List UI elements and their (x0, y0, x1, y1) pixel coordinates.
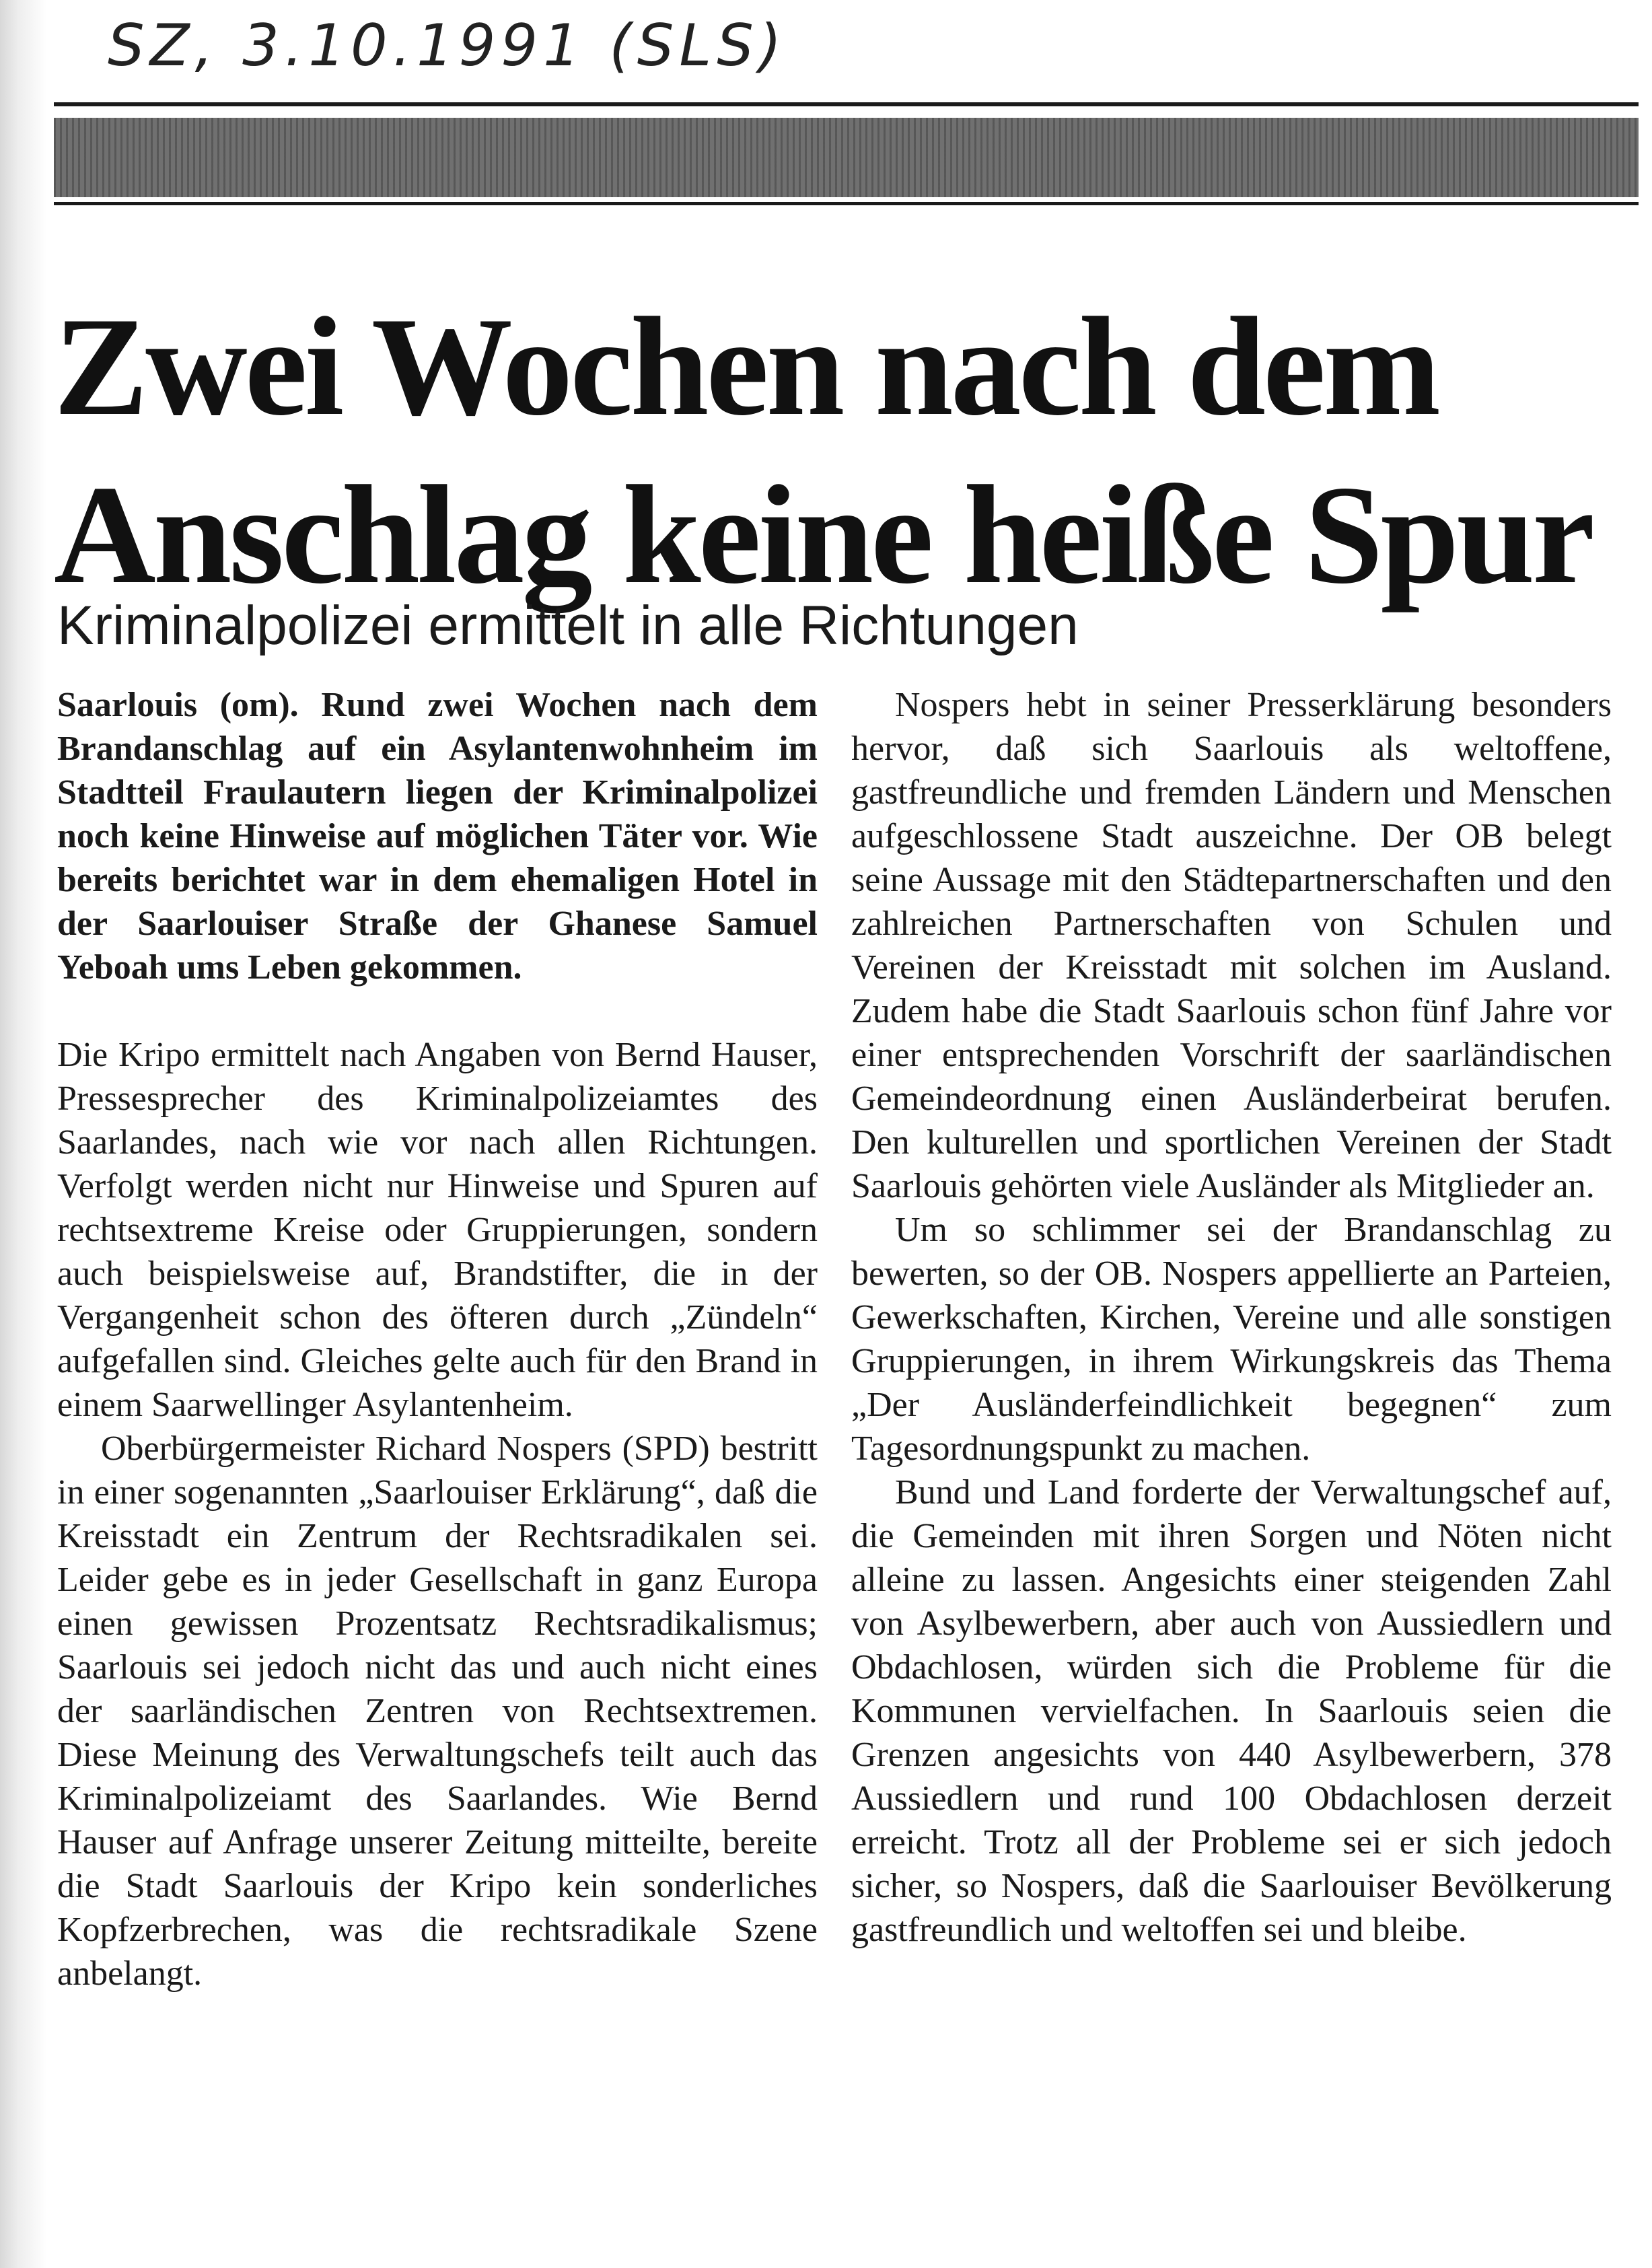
article-lead-paragraph: Saarlouis (om). Rund zwei Wochen nach dem Brandanschlag auf ein Asylantenwohnheim im Stadtteil Fraulautern liegen der Kriminalpolizei noch keine Hinweise auf möglichen Täter vor. Wie bereits berichtet war in dem ehemaligen Hotel in der Saarlouiser Straße der Ghanese Samuel Yeboah ums Leben gekommen. (57, 686, 818, 987)
article-column-left (57, 683, 818, 1995)
headline-line-2: Anschlag keine heiße Spur (54, 457, 1593, 613)
handwritten-source-note: SZ, 3.10.1991 (SLS) (108, 12, 787, 79)
header-rule-bottom (54, 202, 1639, 205)
body-paragraph: Nospers hebt in seiner Presserklärung besonders hervor, daß sich Saarlouis als weltoffene, gastfreundliche und fremden Ländern und Menschen aufgeschlossene Stadt auszeichne. Der OB belegt seine Aussage mit den Städtepartnerschaften und den zahlreichen Partnerschaften von Schulen und Vereinen der Kreisstadt mit solchen im Ausland. Zudem habe die Stadt Saarlouis schon fünf Jahre vor einer entsprechenden Vorschrift der saarländischen Gemeindeordnung einen Ausländerbeirat berufen. Den kulturellen und sportlichen Vereinen der Stadt Saarlouis gehörten viele Ausländer als Mitglieder an. (851, 686, 1612, 1205)
header-gray-bar (54, 118, 1639, 197)
article-headline (54, 283, 1642, 619)
body-paragraph: Um so schlimmer sei der Brandanschlag zu bewerten, so der OB. Nospers appellierte an Parteien, Gewerkschaften, Kirchen, Vereine und alle sonstigen Gruppierungen, in ihrem Wirkungskreis das Thema „Der Ausländerfeindlichkeit begegnen“ zum Tagesordnungspunkt zu machen. (851, 1211, 1612, 1468)
scan-edge-shadow (0, 0, 47, 2268)
body-paragraph: Oberbürgermeister Richard Nospers (SPD) bestritt in einer sogenannten „Saarlouiser Erklärung“, daß die Kreisstadt ein Zentrum der Rechtsradikalen sei. Leider gebe es in jeder Gesellschaft in ganz Europa einen gewissen Prozentsatz Rechtsradikalismus; Saarlouis sei jedoch nicht das und auch nicht eines der saarländischen Zentren von Rechtsextremen. Diese Meinung des Verwaltungschefs teilt auch das Kriminalpolizeiamt des Saarlandes. Wie Bernd Hauser auf Anfrage unserer Zeitung mitteilte, bereite die Stadt Saarlouis der Kripo kein sonderliches Kopfzerbrechen, was die rechtsradikale Szene anbelangt. (57, 1429, 818, 1993)
body-paragraph: Die Kripo ermittelt nach Angaben von Bernd Hauser, Pressesprecher des Kriminalpolizeiamtes des Saarlandes, nach wie vor nach allen Richtungen. Verfolgt werden nicht nur Hinweise und Spuren auf rechtsextreme Kreise oder Gruppierungen, sondern auch beispielsweise auf, Brandstifter, die in der Vergangenheit schon des öfteren durch „Zündeln“ aufgefallen sind. Gleiches gelte auch für den Brand in einem Saarwellinger Asylantenheim. (57, 1036, 818, 1424)
headline-line-1: Zwei Wochen nach dem (54, 289, 1439, 445)
article-column-right (851, 683, 1612, 1952)
article-subheadline: Kriminalpolizei ermittelt in alle Richtungen (57, 595, 1079, 656)
header-rule-top (54, 102, 1639, 106)
body-paragraph: Bund und Land forderte der Verwaltungschef auf, die Gemeinden mit ihren Sorgen und Nöten nicht alleine zu lassen. Angesichts einer steigenden Zahl von Asylbewerbern, aber auch von Aussiedlern und Obdachlosen, würden sich die Probleme für die Kommunen vervielfachen. In Saarlouis seien die Grenzen angesichts von 440 Asylbewerbern, 378 Aussiedlern und rund 100 Obdachlosen derzeit erreicht. Trotz all der Probleme sei er sich jedoch sicher, so Nospers, daß die Saarlouiser Bevölkerung gastfreundlich und weltoffen sei und bleibe. (851, 1473, 1612, 1949)
